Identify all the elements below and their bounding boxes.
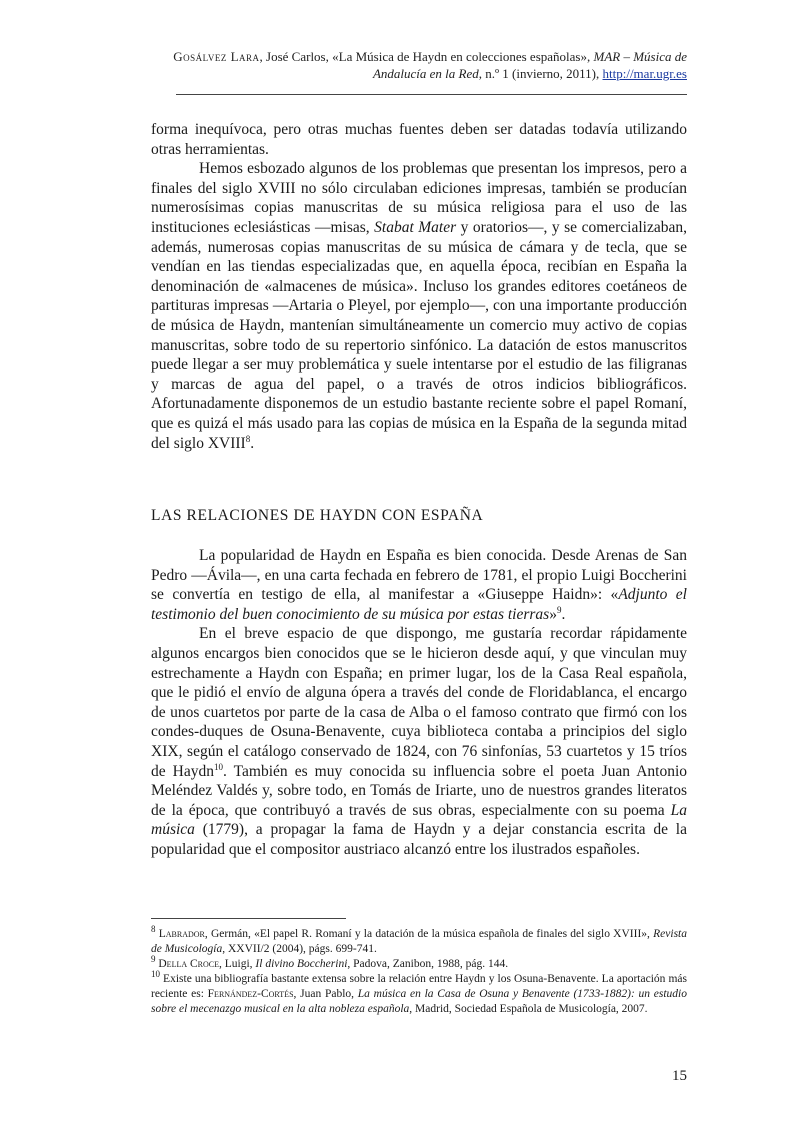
header-author-first: , José Carlos, [259, 49, 333, 64]
footnote-divider [151, 918, 346, 919]
paragraph-1: forma inequívoca, pero otras muchas fuentes deben ser datadas todavía utilizando otras herramientas. [151, 121, 687, 158]
footnote-8: $^8$ Labrador, Germán, «El papel R. Romaní y la datación de la música española de finales del siglo XVIII», Revista de Musicología, XXVII/2 (2004), págs. 699-741. [151, 924, 687, 955]
body-text-bottom [151, 546, 687, 860]
running-header [147, 48, 687, 82]
footnote-ref-8[interactable]: 8 [245, 433, 251, 444]
paragraph-2: Hemos esbozado algunos de los problemas que presentan los impresos, pero a finales del siglo XVIII no sólo circulaban ediciones impresas, también se producían numerosísimas copias manuscritas de su música religiosa para el uso de las instituciones eclesiásticas —misas, Stabat Mater y oratorios—, y se comercializaban, además, numerosas copias manuscritas de su música de cámara y de tecla, que se vendían en las tiendas especializadas que, en aquella época, recibían en España la denominación de «almacenes de música». Incluso los grandes editores coetáneos de partituras impresas —Artaria o Pleyel, por ejemplo—, con una importante producción de música de Haydn, mantenían simultáneamente un comercio muy activo de copias manuscritas, sobre todo de su repertorio sinfónico. La datación de estos manuscritos puede llegar a ser muy problemática y suele intentarse por el estudio de las filigranas y marcas de agua del papel, o a través de otros indicios bibliográficos. Afortunadamente disponemos de un estudio bastante reciente sobre el papel Romaní, que es quizá el más usado para las copias de música en la España de la segunda mitad del siglo XVIII$^8$. [151, 160, 687, 452]
footnote-ref-10[interactable]: 10 [214, 761, 224, 772]
header-article-title: «La Música de Haydn en colecciones españolas», [332, 49, 594, 64]
page-number: 15 [672, 1068, 687, 1084]
stabat-mater-italic: Stabat Mater [374, 218, 457, 236]
section-title: LAS RELACIONES DE HAYDN CON ESPAÑA [151, 507, 484, 524]
footnote-ref-9[interactable]: 9 [556, 604, 562, 615]
header-url-link[interactable]: http://mar.ugr.es [602, 66, 687, 81]
la-musica-italic: La música [151, 801, 687, 839]
footnotes [151, 924, 687, 1017]
footnote-9: $^9$ Della Croce, Luigi, Il divino Boccherini, Padova, Zanibon, 1988, pág. 144. [151, 954, 509, 970]
header-journal: MAR – Música de Andalucía en la Red [372, 49, 687, 81]
footnote-10: $^{10}$ Existe una bibliografía bastante extensa sobre la relación entre Haydn y los Osuna-Benavente. La aportación más reciente es: Fernández-Cortés, Juan Pablo, La música en la Casa de Osuna y Benavente (1733-1882): un estudio sobre el mecenazgo musical en la alta nobleza española, Madrid, Sociedad Española de Musicología, 2007. [151, 969, 687, 1015]
paragraph-3: La popularidad de Haydn en España es bien conocida. Desde Arenas de San Pedro —Ávila—, en una carta fechada en febrero de 1781, el propio Luigi Boccherini se convertía en testigo de ella, al manifestar a «Giuseppe Haidn»: «Adjunto el testimonio del buen conocimiento de su música por estas tierras»$^9$. [151, 547, 687, 623]
header-issue: , n.º 1 (invierno, 2011), [478, 66, 603, 81]
header-divider [176, 94, 687, 95]
boccherini-quote: Adjunto el testimonio del buen conocimiento de su música por estas tierras [151, 586, 687, 623]
body-text-top [151, 120, 687, 453]
header-author-last: Gosálvez Lara [173, 49, 260, 64]
paragraph-4: En el breve espacio de que dispongo, me gustaría recordar rápidamente algunos encargos bien conocidos que se le hicieron desde aquí, y que vinculan muy estrechamente a Haydn con España; en primer lugar, los de la Casa Real española, que le pidió el envío de alguna ópera a través del conde de Floridablanca, el encargo de unos cuartetos por parte de la casa de Alba o el famoso contrato que firmó con los condes-duques de Osuna-Benavente, cuya biblioteca contaba a principios del siglo XIX, según el catálogo conservado de 1824, con 76 sinfonías, 53 cuartetos y 15 tríos de Haydn$^{10}$. También es muy conocida su influencia sobre el poeta Juan Antonio Meléndez Valdés y, sobre todo, en Tomás de Iriarte, uno de nuestros grandes literatos de la época, que contribuyó a través de sus obras, especialmente con su poema La música (1779), a propagar la fama de Haydn y a dejar constancia escrita de la popularidad que el compositor austriaco alcanzó entre los ilustrados españoles. [151, 625, 688, 858]
